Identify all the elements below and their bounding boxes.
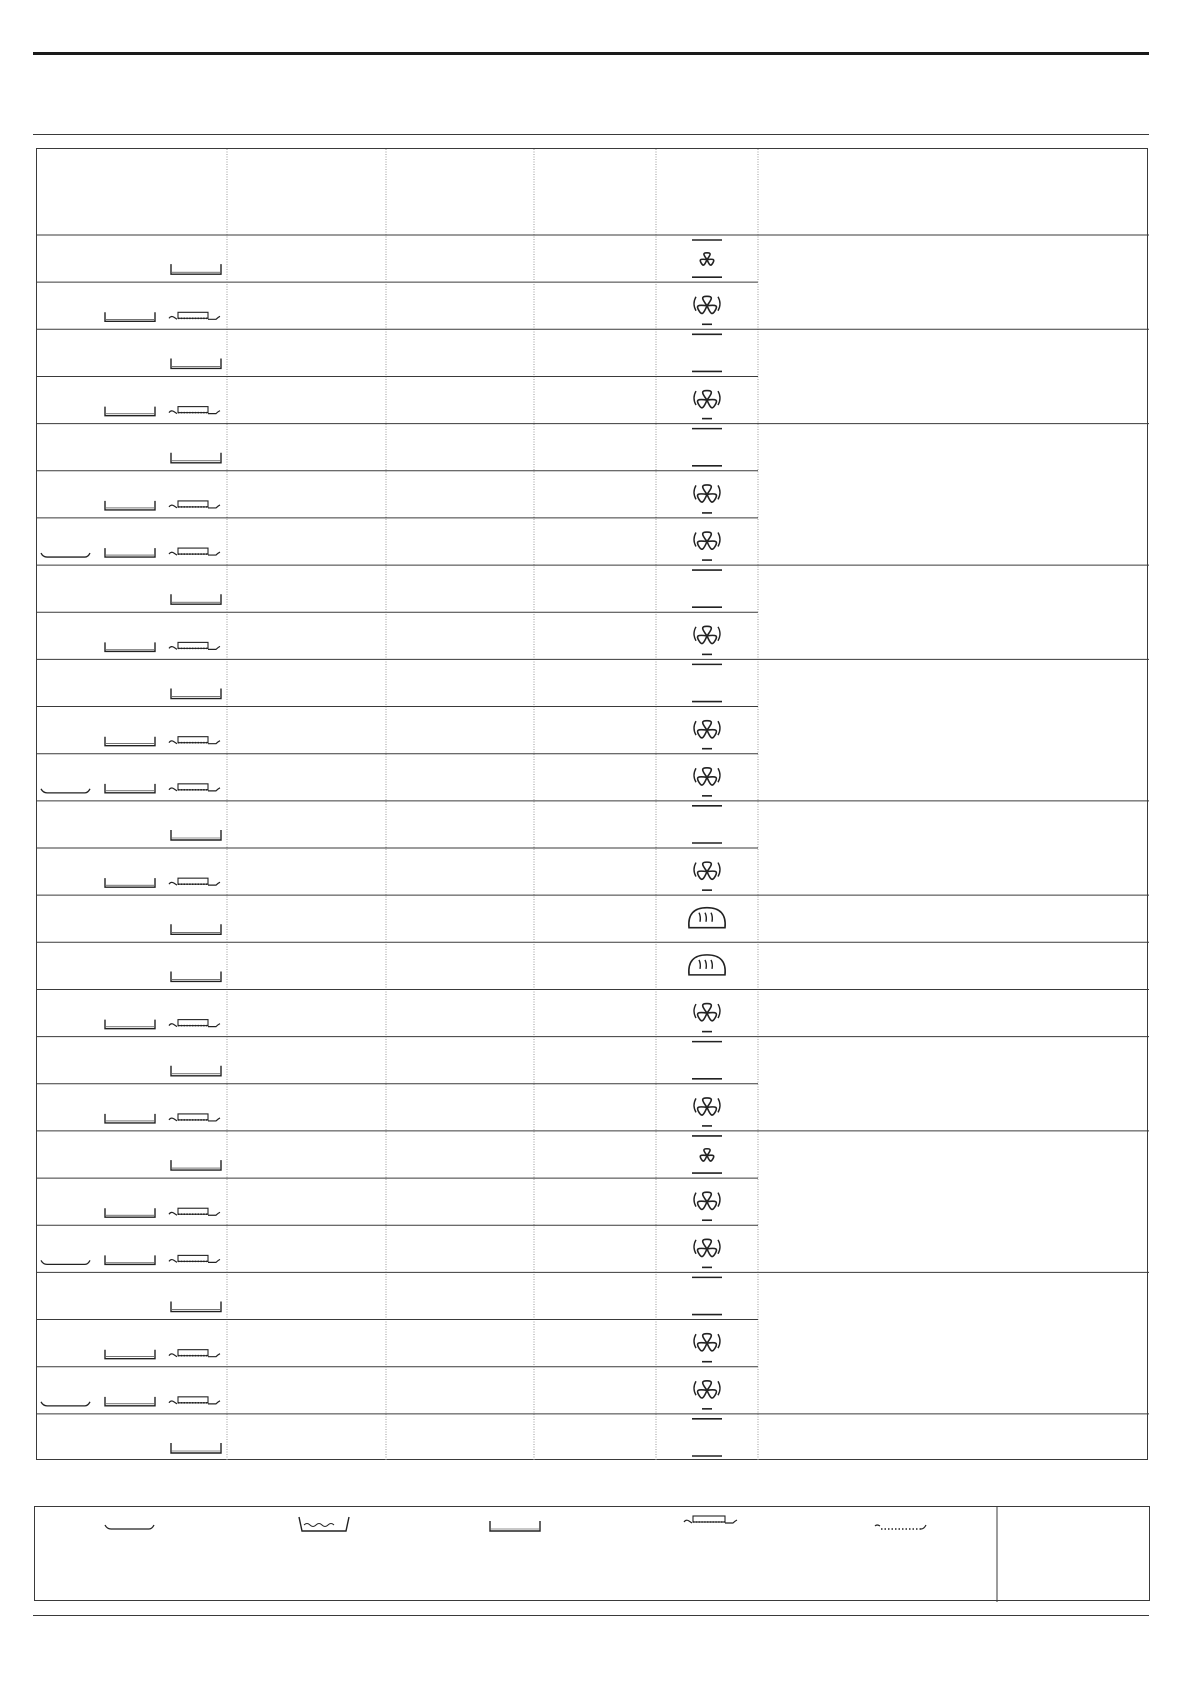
universal-pan-icon bbox=[105, 501, 155, 510]
universal-pan-icon bbox=[105, 1020, 155, 1029]
grid-shelf-icon bbox=[875, 1525, 926, 1529]
table-row bbox=[37, 721, 758, 754]
universal-pan-icon bbox=[105, 1114, 155, 1123]
table-row bbox=[37, 1239, 1149, 1272]
bread-icon bbox=[689, 955, 725, 975]
roasting-tin-icon bbox=[171, 1160, 221, 1170]
table-row bbox=[37, 1192, 758, 1225]
hot-air-icon bbox=[694, 391, 720, 419]
roasting-tin-icon bbox=[171, 689, 221, 699]
table-row bbox=[37, 1381, 1149, 1414]
table-row bbox=[37, 334, 758, 376]
table-row bbox=[37, 429, 758, 471]
header-rule bbox=[33, 134, 1149, 135]
wire-rack-icon bbox=[684, 1516, 737, 1523]
wire-rack-icon bbox=[169, 1350, 220, 1357]
hot-air-icon bbox=[694, 1334, 720, 1362]
wire-rack-icon bbox=[169, 737, 220, 744]
universal-pan-icon bbox=[105, 1397, 155, 1406]
baking-tray-icon bbox=[41, 789, 90, 793]
table-row bbox=[37, 1004, 1149, 1037]
top-bottom-icon bbox=[692, 429, 722, 466]
table-row bbox=[37, 806, 758, 848]
hot-air-icon bbox=[694, 768, 720, 796]
hot-air-icon bbox=[694, 1004, 720, 1032]
hot-air-icon bbox=[694, 296, 720, 324]
hot-air-icon bbox=[694, 626, 720, 654]
wire-rack-icon bbox=[169, 548, 220, 555]
roasting-tin-icon bbox=[171, 1302, 221, 1312]
baking-tray-icon bbox=[105, 1525, 154, 1529]
wire-rack-icon bbox=[169, 784, 220, 791]
table-row bbox=[37, 1277, 758, 1319]
hot-air-icon bbox=[694, 532, 720, 560]
roasting-tin-icon bbox=[171, 1443, 221, 1453]
table-row bbox=[37, 862, 1149, 895]
wire-rack-icon bbox=[169, 1020, 220, 1027]
top-bottom-icon bbox=[692, 664, 722, 701]
table-row bbox=[37, 570, 758, 612]
top-bottom-icon bbox=[692, 334, 722, 371]
wire-rack-icon bbox=[169, 1114, 220, 1121]
fan-top-bottom-icon bbox=[692, 1136, 722, 1173]
universal-pan-icon bbox=[105, 548, 155, 557]
top-bottom-icon bbox=[692, 1042, 722, 1079]
hot-air-icon bbox=[694, 1381, 720, 1409]
wire-rack-icon bbox=[169, 1255, 220, 1262]
baking-tray-icon bbox=[41, 1402, 90, 1406]
table-row bbox=[37, 955, 1149, 990]
wire-rack-icon bbox=[169, 642, 220, 649]
table-row bbox=[37, 908, 1149, 943]
wire-rack-icon bbox=[169, 1397, 220, 1404]
accessory-legend bbox=[34, 1506, 1150, 1601]
roasting-tin-icon bbox=[171, 453, 221, 463]
universal-pan-icon bbox=[105, 737, 155, 746]
table-row bbox=[37, 664, 758, 706]
bottom-rule bbox=[33, 1615, 1149, 1616]
universal-pan-icon bbox=[105, 642, 155, 651]
top-bottom-icon bbox=[692, 1277, 722, 1314]
hot-air-icon bbox=[694, 1098, 720, 1126]
hot-air-icon bbox=[694, 485, 720, 513]
roasting-tin-icon bbox=[171, 924, 221, 934]
hot-air-icon bbox=[694, 862, 720, 890]
roasting-tin-icon bbox=[490, 1521, 540, 1531]
universal-pan-icon bbox=[105, 878, 155, 887]
universal-pan-icon bbox=[105, 1255, 155, 1264]
wire-rack-icon bbox=[169, 1208, 220, 1215]
cooking-table bbox=[36, 148, 1148, 1460]
universal-pan-icon bbox=[105, 407, 155, 416]
roasting-tin-icon bbox=[171, 971, 221, 981]
wire-rack-icon bbox=[169, 878, 220, 885]
top-bottom-icon bbox=[692, 806, 722, 843]
roasting-tin-icon bbox=[171, 264, 221, 274]
universal-pan-icon bbox=[105, 312, 155, 321]
baking-tray-icon bbox=[41, 1260, 90, 1264]
table-row bbox=[37, 1042, 758, 1084]
wire-rack-icon bbox=[169, 407, 220, 414]
table-row bbox=[37, 1334, 758, 1367]
table-row bbox=[37, 768, 1149, 801]
table-row bbox=[37, 1136, 758, 1178]
universal-pan-icon bbox=[105, 1350, 155, 1359]
table-row bbox=[37, 1098, 1149, 1131]
table-row bbox=[171, 1419, 722, 1456]
roasting-tin-icon bbox=[171, 594, 221, 604]
roasting-tin-icon bbox=[171, 830, 221, 840]
bread-icon bbox=[689, 908, 725, 928]
table-row bbox=[37, 296, 1149, 329]
table-row bbox=[37, 240, 758, 282]
roasting-tin-icon bbox=[171, 358, 221, 368]
wire-rack-icon bbox=[169, 312, 220, 319]
top-bottom-icon bbox=[692, 570, 722, 607]
hot-air-icon bbox=[694, 1239, 720, 1267]
top-rule bbox=[33, 52, 1149, 55]
hot-air-icon bbox=[694, 1192, 720, 1220]
table-row bbox=[37, 532, 1149, 565]
top-bottom-icon bbox=[692, 1419, 722, 1456]
roasting-tin-icon bbox=[171, 1066, 221, 1076]
baking-tray-icon bbox=[41, 553, 90, 557]
table-row bbox=[37, 485, 758, 518]
table-row bbox=[37, 391, 1149, 424]
deep-pan-icon bbox=[299, 1517, 349, 1531]
hot-air-icon bbox=[694, 721, 720, 749]
wire-rack-icon bbox=[169, 501, 220, 508]
table-row bbox=[37, 626, 1149, 659]
universal-pan-icon bbox=[105, 1208, 155, 1217]
fan-top-bottom-icon bbox=[692, 240, 722, 277]
universal-pan-icon bbox=[105, 784, 155, 793]
